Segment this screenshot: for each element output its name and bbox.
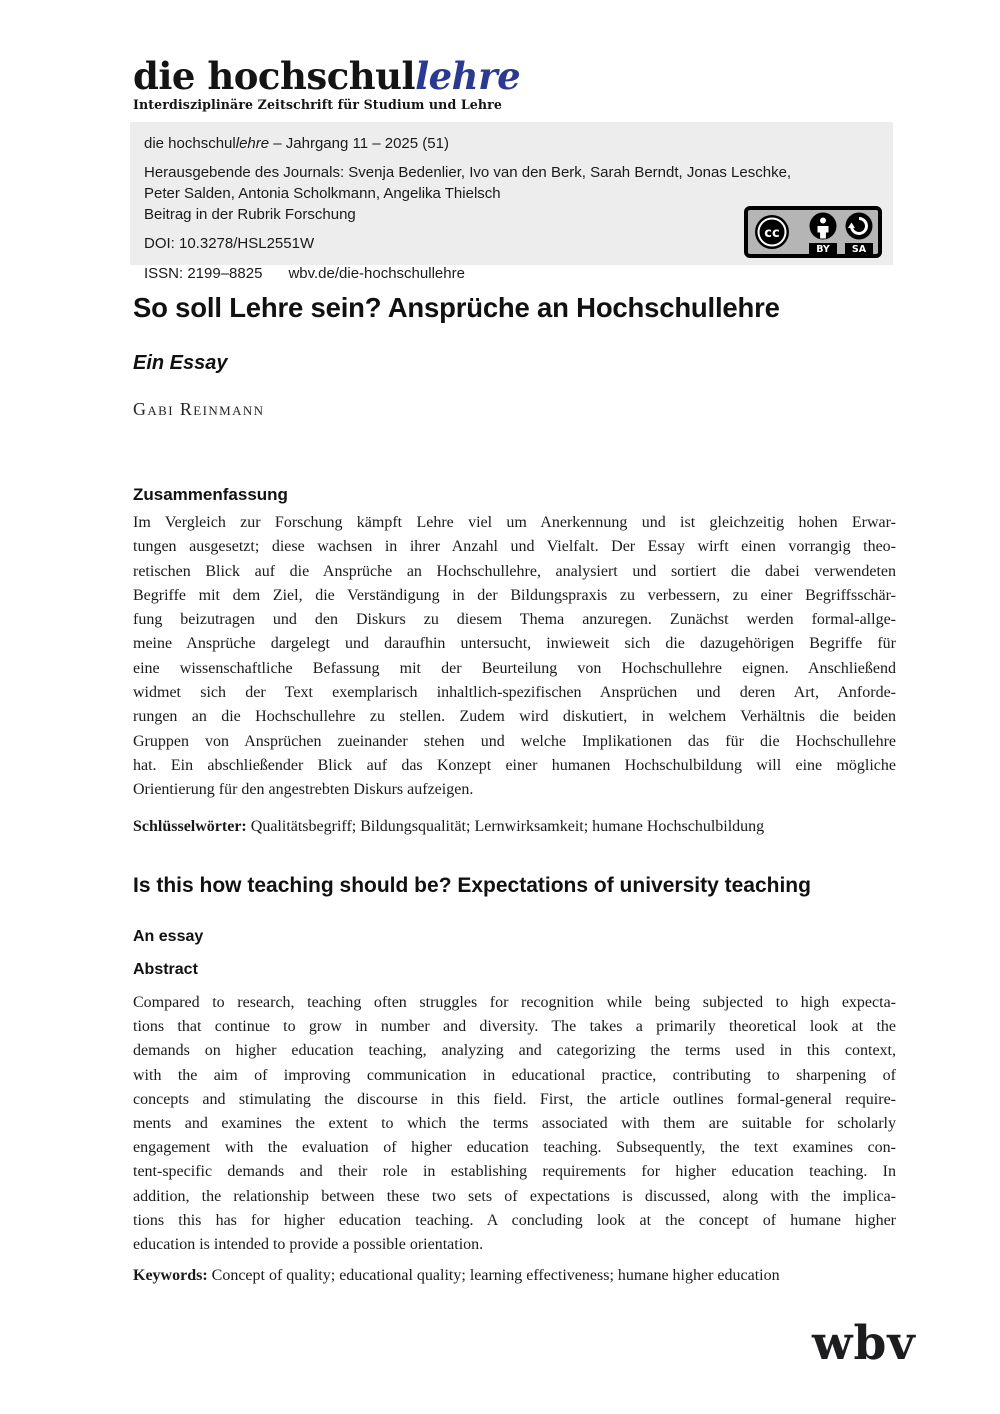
english-abstract-heading: Abstract: [133, 961, 198, 978]
abstract-line: Begriffe mit dem Ziel, die Verständigung in der Bildungspraxis zu verbessern, zu einer Begriffsschär-: [133, 586, 896, 604]
english-abstract-text: [133, 991, 896, 1257]
cc-sa-icon: [845, 213, 873, 256]
abstract-line: widmet sich der Text exemplarisch inhaltlich-spezifischen Ansprüchen und deren Art, Anforde-: [133, 684, 896, 702]
abstract-line: engagement with the evaluation of higher education teaching. Subsequently, the text examines con-: [133, 1139, 896, 1157]
abstract-line: Compared to research, teaching often struggles for recognition while being subjected to high expecta-: [133, 994, 896, 1011]
journal-url: wbv.de/die-hochschullehre: [288, 265, 465, 282]
publisher-logo: wbv: [812, 1316, 916, 1371]
abstract-line: demands on higher education teaching, analyzing and categorizing the terms used in this context,: [133, 1042, 896, 1060]
rubric-line: Beitrag in der Rubrik Forschung: [144, 206, 356, 223]
article-title: So soll Lehre sein? Ansprüche an Hochschullehre: [133, 292, 780, 323]
english-keywords: [133, 1264, 896, 1288]
editors-line-1: Herausgebende des Journals: Svenja Bedenlier, Ivo van den Berk, Sarah Berndt, Jonas Leschke,: [144, 164, 792, 181]
english-keywords-list: Concept of quality; educational quality; learning effectiveness; humane higher education: [207, 1267, 780, 1284]
svg-text:SA: SA: [851, 244, 867, 255]
cc-by-sa-icon: [744, 206, 882, 258]
german-abstract-text: [133, 511, 896, 803]
journal-tagline: Interdisziplinäre Zeitschrift für Studium und Lehre: [133, 97, 503, 112]
issue-volume: – Jahrgang 11 – 2025 (51): [269, 135, 449, 152]
issn-line: [144, 263, 879, 284]
abstract-line: Gruppen von Ansprüchen zueinander stehen und welche Implikationen das für die Hochschullehre: [133, 732, 896, 750]
abstract-line: tent-specific demands and their role in establishing requirements for higher education teaching. In: [133, 1163, 896, 1181]
english-keywords-label: Keywords:: [133, 1267, 208, 1284]
abstract-line: rungen an die Hochschullehre zu stellen. Zudem wird diskutiert, in welchem Verhältnis die beiden: [133, 708, 896, 726]
logo-text-black: die hochschul: [133, 54, 416, 98]
abstract-line: addition, the relationship between these two sets of expectations is discussed, along with the implica-: [133, 1187, 896, 1205]
doi-line: DOI: 10.3278/HSL2551W: [144, 235, 315, 252]
journal-logo: [133, 54, 521, 112]
german-keywords: [133, 815, 896, 839]
svg-text:cc: cc: [764, 226, 780, 241]
english-title: Is this how teaching should be? Expectations of university teaching: [133, 874, 811, 897]
author-name: Gabi Reinmann: [133, 399, 265, 419]
abstract-line: eine wissenschaftliche Befassung mit der Beurteilung von Hochschullehre eignen. Anschließend: [133, 659, 896, 677]
abstract-line: Im Vergleich zur Forschung kämpft Lehre viel um Anerkennung und ist gleichzeitig hohen Erwar-: [133, 514, 896, 531]
journal-logo-wordmark: [133, 54, 521, 98]
article-subtitle: Ein Essay: [133, 352, 228, 374]
issue-journal-name: die hochschul: [144, 135, 236, 152]
abstract-line: education is intended to provide a possible orientation.: [133, 1236, 484, 1254]
german-keywords-list: Qualitätsbegriff; Bildungsqualität; Lernwirksamkeit; humane Hochschulbildung: [246, 818, 765, 835]
journal-issue-line: [144, 133, 879, 154]
abstract-line: concepts and stimulating the discourse in this field. First, the article outlines formal-general require-: [133, 1090, 896, 1108]
logo-text-blue: lehre: [415, 54, 521, 98]
abstract-line: with the aim of improving communication in educational practice, contributing to sharpening of: [133, 1066, 896, 1084]
abstract-line: tions that continue to grow in number and diversity. The takes a primarily theoretical look at the: [133, 1018, 896, 1036]
editors-line-2: Peter Salden, Antonia Scholkmann, Angelika Thielsch: [144, 185, 501, 202]
svg-text:BY: BY: [816, 244, 830, 255]
cc-by-icon: [809, 213, 837, 256]
abstract-line: meine Ansprüche dargelegt und daraufhin untersucht, inwieweit sich die dazugehörigen Begriffe für: [133, 635, 896, 653]
abstract-line: retischen Blick auf die Ansprüche an Hochschullehre, analysiert und sortiert die dabei verwendeten: [133, 562, 896, 580]
abstract-line: hat. Ein abschließender Blick auf das Konzept einer humanen Hochschulbildung will eine mögliche: [133, 756, 896, 774]
english-subtitle: An essay: [133, 928, 204, 945]
abstract-line: tungen ausgesetzt; diese wachsen in ihrer Anzahl und Vielfalt. Der Essay wirft einen vorrangig theo-: [133, 538, 896, 556]
abstract-line: tions this has for higher education teaching. A concluding look at the concept of humane higher: [133, 1211, 896, 1229]
issue-journal-name-italic: lehre: [235, 135, 270, 152]
abstract-line: Orientierung für den angestrebten Diskurs aufzeigen.: [133, 781, 474, 799]
cc-logo-icon: [755, 215, 789, 249]
cc-by-sa-license-badge: [744, 206, 882, 258]
abstract-line: ments and examines the extent to which the terms associated with them are suitable for scholarly: [133, 1115, 896, 1133]
abstract-line: fung beizutragen und den Diskurs zu diesem Thema anzuregen. Zunächst werden formal-allge-: [133, 611, 896, 629]
german-abstract-heading: Zusammenfassung: [133, 485, 288, 504]
german-keywords-label: Schlüsselwörter:: [133, 818, 247, 835]
issn-value: ISSN: 2199–8825: [144, 265, 263, 282]
